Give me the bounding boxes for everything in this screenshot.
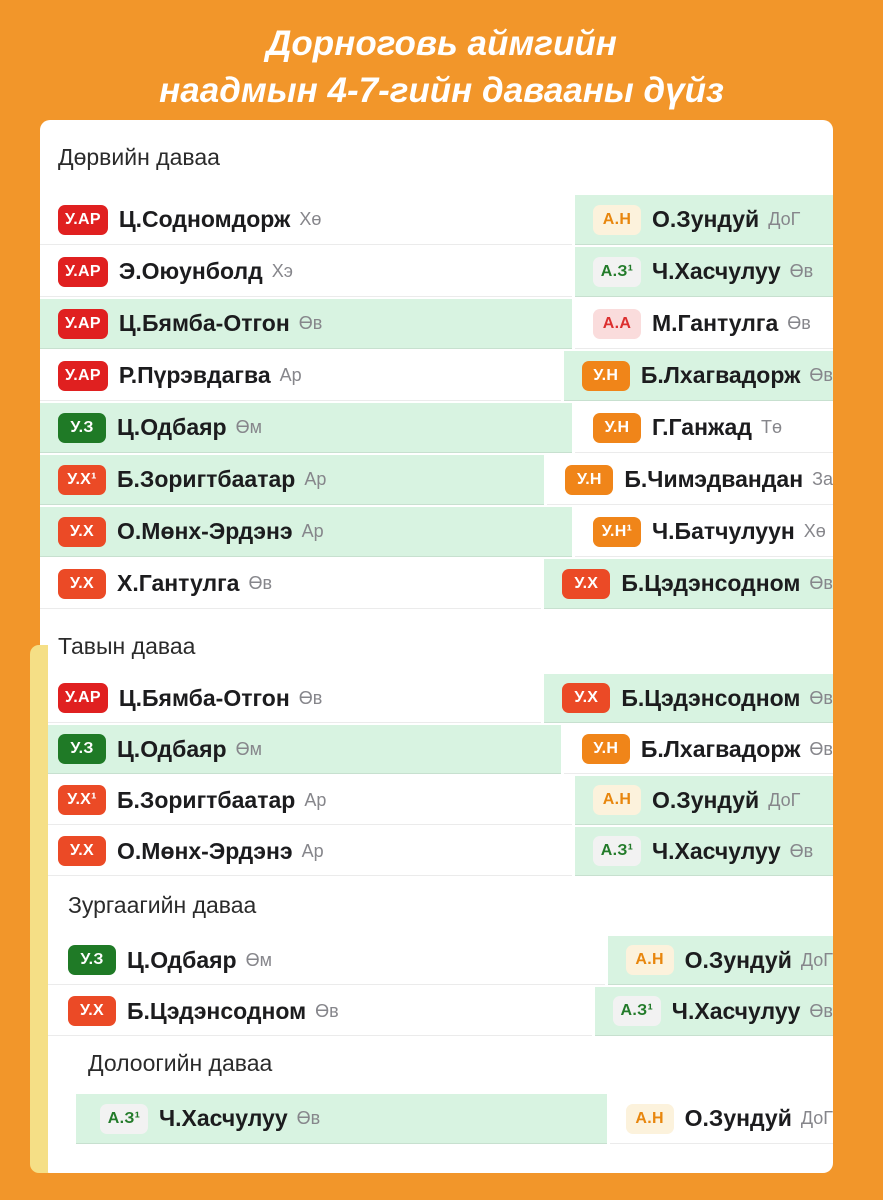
match-row	[40, 403, 833, 453]
wrestler-cell-left	[40, 827, 572, 876]
rank-badge: У.Х	[58, 836, 106, 866]
wrestler-cell-right	[564, 351, 833, 401]
wrestler-cell-left	[40, 559, 541, 609]
section-title: Зургаагийн даваа	[68, 892, 257, 918]
section-round-6	[40, 878, 833, 1036]
region-label: Ар	[279, 365, 302, 385]
region-label: Өв	[789, 261, 814, 281]
wrestler-name: О.Мөнх-Эрдэнэ	[117, 837, 293, 864]
wrestler-name: Ц.Бямба-Отгон	[118, 310, 290, 336]
region-label: Хө	[299, 209, 322, 229]
region-label: Өв	[315, 1000, 339, 1021]
wrestler-cell-left	[76, 1094, 607, 1144]
wrestler-cell-left	[40, 776, 572, 825]
region-label: Өв	[787, 313, 811, 333]
region-label: За	[812, 469, 833, 489]
rank-badge: А.З¹	[613, 996, 661, 1026]
rank-badge: У.З	[58, 734, 106, 764]
wrestler-name: Х.Гантулга	[117, 570, 240, 596]
rank-badge: У.Х¹	[58, 465, 106, 495]
match-row	[40, 725, 833, 774]
rank-badge: У.АР	[58, 257, 108, 287]
region-label: Өм	[245, 949, 272, 970]
rank-badge: У.Н	[565, 465, 613, 495]
wrestler-name: Ц.Одбаяр	[127, 946, 237, 973]
wrestler-name: О.Зундуй	[684, 946, 792, 973]
wrestler-cell-right	[575, 403, 833, 453]
wrestler-cell-right	[547, 455, 833, 505]
match-row	[40, 936, 833, 985]
page-title-line1: Дорноговь аймгийн	[266, 24, 617, 63]
wrestler-cell-right	[575, 195, 833, 245]
section-title: Долоогийн даваа	[88, 1050, 273, 1076]
match-list	[40, 195, 833, 609]
match-row	[40, 674, 833, 723]
rank-badge: У.Х	[58, 517, 106, 547]
match-row	[40, 559, 833, 609]
wrestler-cell-left	[40, 247, 572, 297]
wrestler-cell-right	[575, 827, 833, 876]
wrestler-name: Ч.Батчулуун	[652, 518, 795, 544]
rank-badge: А.Н	[626, 945, 674, 975]
wrestler-name: О.Зундуй	[652, 206, 760, 232]
wrestler-name: Ц.Одбаяр	[117, 414, 227, 440]
wrestler-cell-left	[40, 351, 561, 401]
rank-badge: У.АР	[58, 205, 108, 235]
region-label: Ар	[301, 521, 324, 541]
wrestler-cell-left	[48, 936, 605, 985]
wrestler-cell-left	[48, 987, 592, 1036]
match-row	[40, 776, 833, 825]
region-label: Өм	[235, 417, 262, 437]
wrestler-name: Ч.Хасчулуу	[671, 997, 801, 1024]
region-label: Тө	[760, 417, 782, 437]
region-label: ДоГ	[800, 1108, 833, 1128]
rank-badge: У.Х¹	[58, 785, 106, 815]
wrestler-name: Г.Ганжад	[652, 414, 752, 440]
rank-badge: У.Х	[562, 569, 610, 599]
match-row	[40, 1094, 833, 1144]
region-label: Хө	[803, 521, 826, 541]
wrestler-name: Б.Зоригтбаатар	[117, 466, 296, 492]
region-label: ДоГ	[768, 209, 801, 229]
wrestler-name: Ц.Одбаяр	[117, 735, 227, 762]
decorative-left-strip	[30, 645, 48, 1173]
rank-badge: У.З	[68, 945, 116, 975]
match-row	[40, 351, 833, 401]
rank-badge: У.АР	[58, 361, 108, 391]
wrestler-name: Б.Цэдэнсодном	[621, 684, 801, 711]
section-title: Тавын даваа	[58, 633, 196, 659]
wrestler-cell-right	[544, 559, 833, 609]
wrestler-name: Б.Цэдэнсодном	[127, 997, 307, 1024]
wrestler-cell-left	[40, 299, 572, 349]
region-label: Өв	[809, 738, 833, 759]
region-label: Ар	[304, 789, 327, 810]
wrestler-cell-right	[544, 674, 833, 723]
match-list	[40, 936, 833, 1036]
section-round-4	[40, 120, 833, 609]
wrestler-name: Ч.Хасчулуу	[652, 837, 781, 864]
match-row	[40, 827, 833, 876]
section-round-5	[40, 625, 833, 876]
wrestler-cell-left	[40, 674, 541, 723]
rank-badge: У.Н	[582, 734, 630, 764]
rank-badge: У.Х	[562, 683, 610, 713]
region-label: Өв	[298, 687, 323, 708]
page-title-line2: наадмын 4-7-гийн давааны дүйз	[159, 71, 724, 110]
page-title	[0, 0, 883, 114]
rank-badge: А.З¹	[593, 836, 641, 866]
wrestler-name: Б.Лхагвадорж	[640, 362, 801, 388]
wrestler-cell-left	[40, 403, 572, 453]
wrestler-name: М.Гантулга	[652, 310, 779, 336]
wrestler-name: О.Зундуй	[684, 1105, 792, 1131]
region-label: Өв	[296, 1108, 321, 1128]
region-label: Өв	[298, 313, 323, 333]
region-label: Өв	[809, 573, 833, 593]
wrestler-name: Р.Пүрэвдагва	[118, 362, 271, 388]
rank-badge: А.Н	[593, 785, 641, 815]
rank-badge: У.Н	[593, 413, 641, 443]
match-row	[40, 507, 833, 557]
wrestler-cell-left	[40, 455, 544, 505]
match-list	[40, 1094, 833, 1144]
match-row	[40, 195, 833, 245]
wrestler-name: Ч.Хасчулуу	[652, 258, 781, 284]
wrestler-name: Б.Зоригтбаатар	[117, 786, 296, 813]
match-row	[40, 455, 833, 505]
wrestler-name: Ч.Хасчулуу	[159, 1105, 288, 1131]
section-round-7	[40, 1038, 833, 1144]
region-label: ДоГ	[800, 949, 833, 970]
rank-badge: У.Н¹	[593, 517, 641, 547]
region-label: Өм	[235, 738, 262, 759]
rank-badge: А.З¹	[593, 257, 641, 287]
wrestler-cell-right	[575, 507, 833, 557]
match-row	[40, 299, 833, 349]
region-label: ДоГ	[768, 789, 801, 810]
rank-badge: У.З	[58, 413, 106, 443]
wrestler-cell-right	[564, 725, 833, 774]
match-list	[40, 674, 833, 876]
region-label: Өв	[809, 1000, 833, 1021]
region-label: Хэ	[271, 261, 293, 281]
wrestler-cell-left	[40, 507, 572, 557]
rank-badge: У.АР	[58, 309, 108, 339]
wrestler-name: Б.Чимэдвандан	[624, 466, 804, 492]
wrestler-name: Ц.Содномдорж	[118, 206, 291, 232]
tournament-card	[40, 120, 833, 1173]
wrestler-name: О.Зундуй	[652, 786, 760, 813]
rank-badge: У.Н	[582, 361, 630, 391]
match-row	[40, 987, 833, 1036]
region-label: Өв	[809, 365, 833, 385]
region-label: Өв	[248, 573, 273, 593]
rank-badge: У.Х	[58, 569, 106, 599]
rank-badge: А.А	[593, 309, 641, 339]
wrestler-cell-left	[40, 195, 572, 245]
match-row	[40, 247, 833, 297]
wrestler-cell-right	[595, 987, 833, 1036]
wrestler-cell-left	[40, 725, 561, 774]
rank-badge: У.АР	[58, 683, 108, 713]
region-label: Ар	[301, 840, 324, 861]
region-label: Өв	[809, 687, 833, 708]
wrestler-cell-right	[575, 247, 833, 297]
wrestler-cell-right	[610, 1094, 833, 1144]
rank-badge: А.З¹	[100, 1104, 148, 1134]
region-label: Ар	[304, 469, 327, 489]
wrestler-name: Б.Цэдэнсодном	[621, 570, 801, 596]
wrestler-name: Б.Лхагвадорж	[640, 735, 801, 762]
rank-badge: А.Н	[593, 205, 641, 235]
region-label: Өв	[789, 840, 814, 861]
wrestler-name: О.Мөнх-Эрдэнэ	[117, 518, 293, 544]
wrestler-cell-right	[575, 776, 833, 825]
wrestler-cell-right	[575, 299, 833, 349]
wrestler-cell-right	[608, 936, 833, 985]
wrestler-name: Э.Оюунболд	[118, 258, 263, 284]
rank-badge: У.Х	[68, 996, 116, 1026]
rank-badge: А.Н	[626, 1104, 674, 1134]
wrestler-name: Ц.Бямба-Отгон	[118, 684, 290, 711]
section-title: Дөрвийн даваа	[58, 144, 220, 170]
